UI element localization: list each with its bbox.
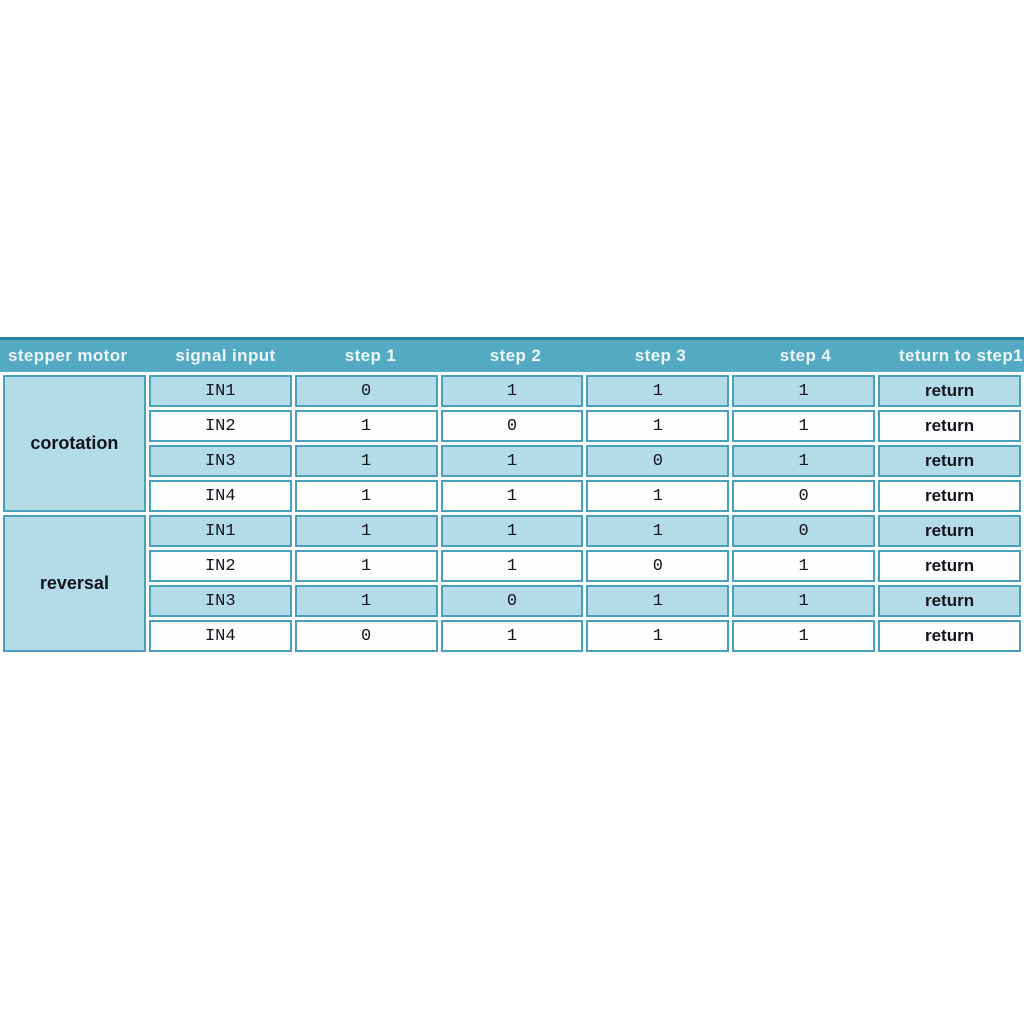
table-header-row	[0, 337, 1024, 372]
step3-cell: 1	[586, 480, 729, 512]
table-row	[3, 445, 1021, 477]
step3-cell: 1	[586, 585, 729, 617]
column-header-step-4: step 4	[779, 346, 832, 365]
return-cell: return	[878, 410, 1021, 442]
step1-cell: 0	[295, 375, 438, 407]
table-row	[3, 480, 1021, 512]
step4-cell: 1	[732, 620, 875, 652]
step3-cell: 1	[586, 620, 729, 652]
table-row	[3, 550, 1021, 582]
table-row	[3, 375, 1021, 407]
table-row	[3, 515, 1021, 547]
column-header-stepper-motor: stepper motor	[8, 346, 128, 365]
step2-cell: 1	[441, 445, 584, 477]
signal-input-cell: IN1	[149, 515, 292, 547]
step2-cell: 1	[441, 620, 584, 652]
return-cell: return	[878, 585, 1021, 617]
step1-cell: 1	[295, 445, 438, 477]
return-cell: return	[878, 375, 1021, 407]
step4-cell: 1	[732, 585, 875, 617]
step2-cell: 0	[441, 410, 584, 442]
step4-cell: 1	[732, 550, 875, 582]
group-cell-corotation: corotation	[3, 375, 146, 512]
step1-cell: 1	[295, 410, 438, 442]
return-cell: return	[878, 515, 1021, 547]
step3-cell: 1	[586, 515, 729, 547]
step2-cell: 1	[441, 550, 584, 582]
signal-input-cell: IN2	[149, 410, 292, 442]
signal-input-cell: IN4	[149, 620, 292, 652]
signal-input-cell: IN4	[149, 480, 292, 512]
step4-cell: 0	[732, 515, 875, 547]
step4-cell: 1	[732, 375, 875, 407]
step1-cell: 0	[295, 620, 438, 652]
step2-cell: 1	[441, 515, 584, 547]
step3-cell: 1	[586, 375, 729, 407]
table-body	[0, 372, 1024, 655]
step3-cell: 0	[586, 445, 729, 477]
return-cell: return	[878, 620, 1021, 652]
step4-cell: 0	[732, 480, 875, 512]
signal-input-cell: IN1	[149, 375, 292, 407]
return-cell: return	[878, 480, 1021, 512]
stepper-motor-sequence-table	[0, 337, 1024, 655]
step2-cell: 0	[441, 585, 584, 617]
step1-cell: 1	[295, 585, 438, 617]
step2-cell: 1	[441, 480, 584, 512]
group-cell-reversal: reversal	[3, 515, 146, 652]
table-row	[3, 410, 1021, 442]
signal-input-cell: IN3	[149, 585, 292, 617]
step3-cell: 0	[586, 550, 729, 582]
step3-cell: 1	[586, 410, 729, 442]
table-row	[3, 620, 1021, 652]
table-row	[3, 585, 1021, 617]
step1-cell: 1	[295, 480, 438, 512]
step1-cell: 1	[295, 515, 438, 547]
return-cell: return	[878, 445, 1021, 477]
column-header-signal-input: signal input	[175, 346, 276, 365]
column-header-step-2: step 2	[489, 346, 542, 365]
column-header-step-3: step 3	[634, 346, 687, 365]
step2-cell: 1	[441, 375, 584, 407]
return-cell: return	[878, 550, 1021, 582]
step4-cell: 1	[732, 410, 875, 442]
step1-cell: 1	[295, 550, 438, 582]
signal-input-cell: IN2	[149, 550, 292, 582]
column-header-step-1: step 1	[344, 346, 397, 365]
column-header-return-to-step1: teturn to step1	[898, 346, 1023, 365]
signal-input-cell: IN3	[149, 445, 292, 477]
step4-cell: 1	[732, 445, 875, 477]
